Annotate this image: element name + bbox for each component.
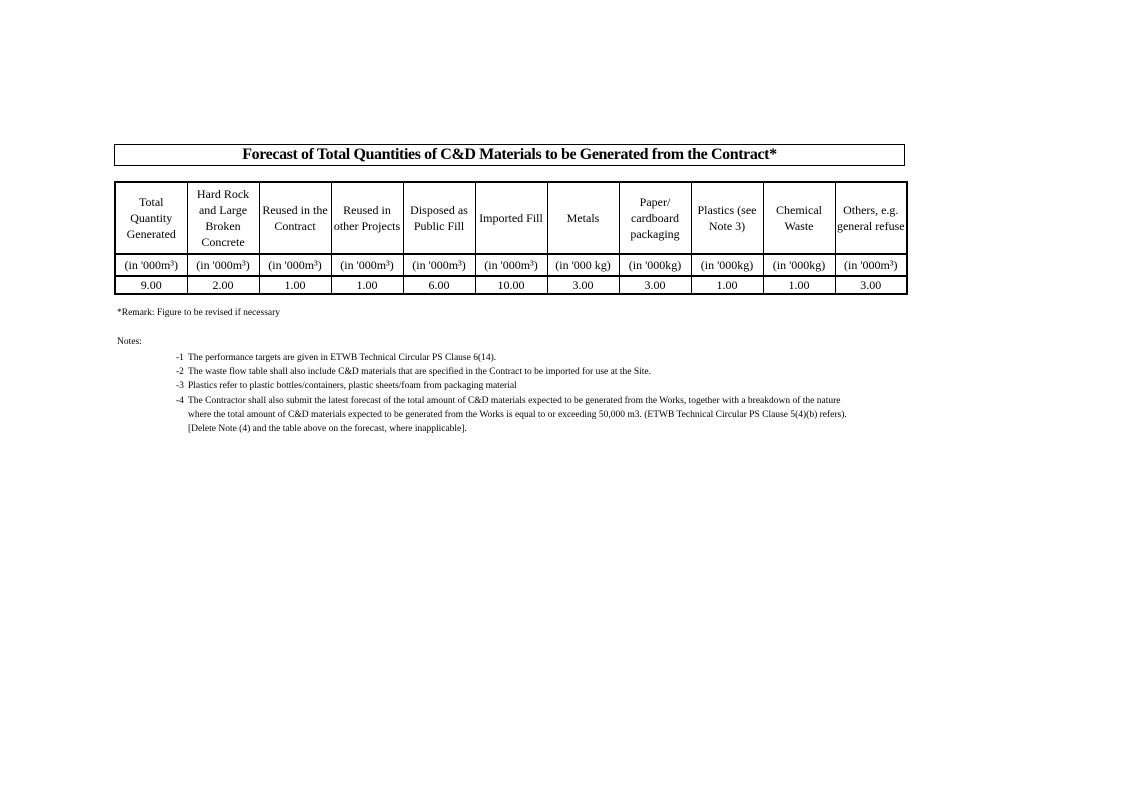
note-text-continued: [Delete Note (4) and the table above on the forecast, where inapplicable].	[188, 424, 467, 435]
note-text: The Contractor shall also submit the latest forecast of the total amount of C&D materials expected to be generated from the Works, together with a breakdown of the nature	[188, 395, 841, 406]
note-number: -2	[176, 367, 184, 378]
value-cell: 1.00	[331, 276, 403, 294]
value-cell: 9.00	[115, 276, 187, 294]
note-number: -4	[176, 395, 184, 406]
column-header: Reused in other Projects	[331, 182, 403, 254]
column-header: Imported Fill	[475, 182, 547, 254]
column-header: Total Quantity Generated	[115, 182, 187, 254]
unit-cell: (in '000m³)	[259, 254, 331, 276]
value-cell: 1.00	[763, 276, 835, 294]
unit-cell: (in '000m³)	[187, 254, 259, 276]
note-item	[176, 379, 976, 393]
column-header: Plastics (see Note 3)	[691, 182, 763, 254]
units-row	[115, 254, 907, 276]
unit-cell: (in '000kg)	[691, 254, 763, 276]
value-cell: 3.00	[619, 276, 691, 294]
remark-text: *Remark: Figure to be revised if necessary	[117, 308, 281, 318]
column-header: Metals	[547, 182, 619, 254]
unit-cell: (in '000 kg)	[547, 254, 619, 276]
value-cell: 10.00	[475, 276, 547, 294]
value-cell: 1.00	[259, 276, 331, 294]
notes-list	[176, 351, 976, 436]
unit-cell: (in '000m³)	[475, 254, 547, 276]
note-text-continued: where the total amount of C&D materials expected to be generated from the Works is equal to or exceeding 50,000 m3. (ETWB Technical Circular PS Clause 5(4)(b) refers).	[188, 409, 847, 420]
unit-cell: (in '000m³)	[115, 254, 187, 276]
note-item	[176, 365, 976, 379]
column-header: Chemical Waste	[763, 182, 835, 254]
column-header: Reused in the Contract	[259, 182, 331, 254]
note-item	[176, 394, 976, 437]
unit-cell: (in '000m³)	[835, 254, 907, 276]
unit-cell: (in '000kg)	[763, 254, 835, 276]
header-row	[115, 182, 907, 254]
column-header: Paper/ cardboard packaging	[619, 182, 691, 254]
unit-cell: (in '000m³)	[403, 254, 475, 276]
notes-label: Notes:	[117, 337, 142, 347]
column-header: Disposed as Public Fill	[403, 182, 475, 254]
cd-materials-table	[114, 181, 908, 295]
note-number: -3	[176, 381, 184, 392]
values-row	[115, 276, 907, 294]
unit-cell: (in '000kg)	[619, 254, 691, 276]
unit-cell: (in '000m³)	[331, 254, 403, 276]
note-text: Plastics refer to plastic bottles/containers, plastic sheets/foam from packaging material	[188, 381, 517, 392]
column-header: Hard Rock and Large Broken Concrete	[187, 182, 259, 254]
note-text: The performance targets are given in ETWB Technical Circular PS Clause 6(14).	[188, 353, 497, 363]
note-item	[176, 351, 976, 365]
value-cell: 6.00	[403, 276, 475, 294]
value-cell: 1.00	[691, 276, 763, 294]
value-cell: 3.00	[835, 276, 907, 294]
value-cell: 3.00	[547, 276, 619, 294]
note-text: The waste flow table shall also include C&D materials that are specified in the Contract to be imported for use at the Site.	[188, 367, 651, 378]
note-number: -1	[176, 353, 184, 363]
column-header: Others, e.g. general refuse	[835, 182, 907, 254]
value-cell: 2.00	[187, 276, 259, 294]
table-title: Forecast of Total Quantities of C&D Materials to be Generated from the Contract*	[114, 144, 905, 166]
